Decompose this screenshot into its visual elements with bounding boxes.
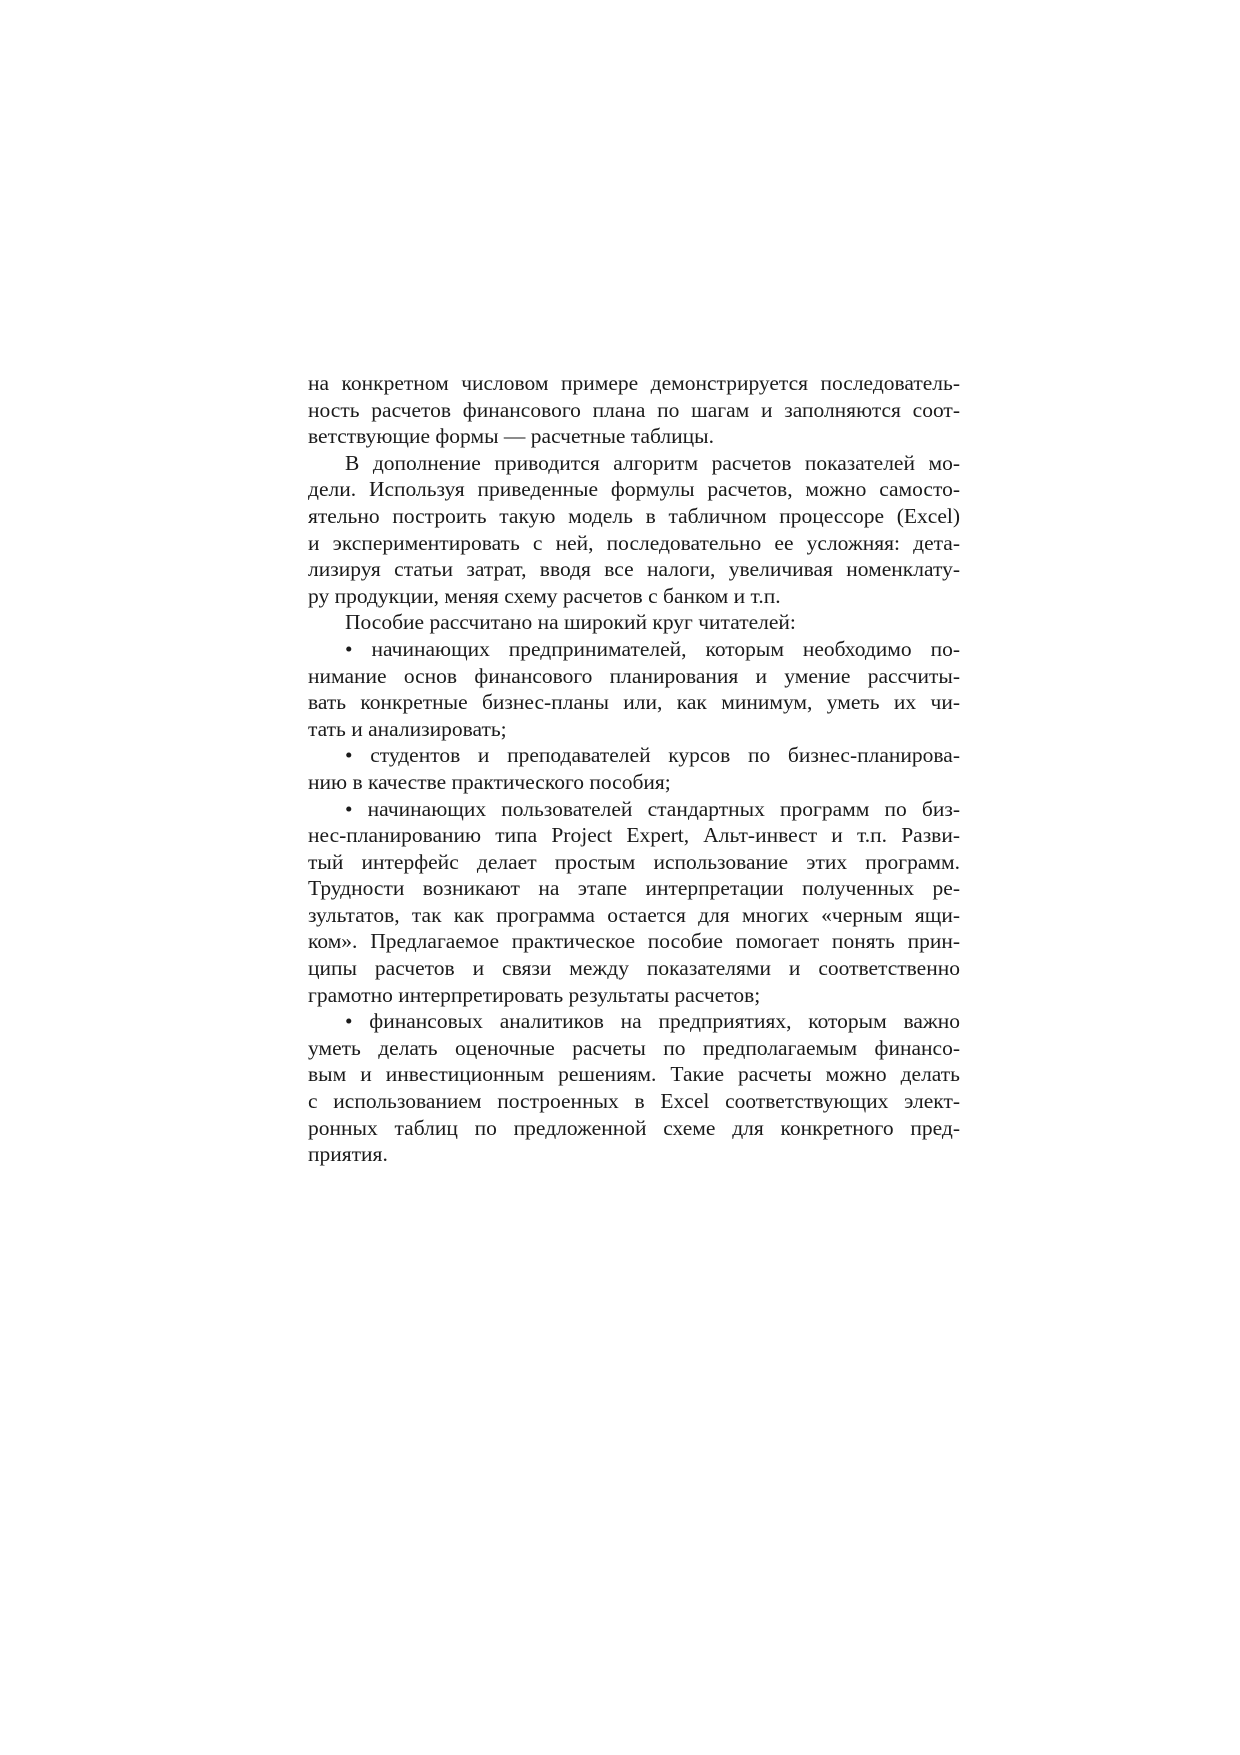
paragraph bbox=[308, 450, 960, 610]
text-line: на конкретном числовом примере демонстрируется последователь- bbox=[308, 371, 960, 395]
text-line: приятия. bbox=[308, 1142, 388, 1167]
text-line: ципы расчетов и связи между показателями и соответственно bbox=[308, 956, 960, 981]
text-line: грамотно интерпретировать результаты расчетов; bbox=[308, 982, 761, 1007]
paragraph bbox=[308, 796, 960, 1009]
paragraph bbox=[308, 1008, 960, 1168]
text-line: нию в качестве практического пособия; bbox=[308, 769, 671, 794]
text-line: дели. Используя приведенные формулы расчетов, можно самосто- bbox=[308, 477, 960, 502]
text-line: тый интерфейс делает простым использование этих программ. bbox=[308, 849, 960, 874]
paragraph bbox=[308, 742, 960, 795]
text-line: лизируя статьи затрат, вводя все налоги, увеличивая номенклату- bbox=[308, 557, 960, 582]
text-line: тать и анализировать; bbox=[308, 716, 507, 741]
text-line: • начинающих пользователей стандартных программ по биз- bbox=[345, 796, 960, 821]
text-line: вать конкретные бизнес-планы или, как минимум, уметь их чи- bbox=[308, 690, 960, 715]
text-line: и экспериментировать с ней, последовательно ее усложняя: дета- bbox=[308, 530, 960, 555]
body-text bbox=[308, 370, 960, 1168]
text-line: • студентов и преподавателей курсов по бизнес-планирова- bbox=[345, 743, 960, 768]
text-line: нимание основ финансового планирования и умение рассчиты- bbox=[308, 663, 960, 688]
text-line: ком». Предлагаемое практическое пособие помогает понять прин- bbox=[308, 929, 960, 954]
text-line: ветствующие формы — расчетные таблицы. bbox=[308, 424, 714, 449]
text-line: ятельно построить такую модель в табличном процессоре (Excel) bbox=[308, 503, 960, 528]
text-line: уметь делать оценочные расчеты по предполагаемым финансо- bbox=[308, 1035, 960, 1060]
text-line: нес-планированию типа Project Expert, Альт-инвест и т.п. Разви- bbox=[308, 823, 960, 848]
text-line: Трудности возникают на этапе интерпретации полученных ре- bbox=[308, 876, 960, 901]
paragraph bbox=[308, 370, 960, 450]
paragraph bbox=[308, 609, 960, 636]
text-line: Пособие рассчитано на широкий круг читателей: bbox=[345, 610, 796, 635]
text-line: с использованием построенных в Excel соответствующих элект- bbox=[308, 1089, 960, 1114]
text-line: • финансовых аналитиков на предприятиях, которым важно bbox=[345, 1009, 960, 1034]
paragraph bbox=[308, 636, 960, 742]
text-line: ность расчетов финансового плана по шагам и заполняются соот- bbox=[308, 397, 960, 422]
text-line: • начинающих предпринимателей, которым необходимо по- bbox=[345, 636, 960, 661]
text-line: вым и инвестиционным решениям. Такие расчеты можно делать bbox=[308, 1062, 960, 1087]
text-line: ру продукции, меняя схему расчетов с банком и т.п. bbox=[308, 583, 781, 608]
text-line: В дополнение приводится алгоритм расчетов показателей мо- bbox=[345, 450, 960, 475]
text-line: зультатов, так как программа остается для многих «черным ящи- bbox=[308, 902, 960, 927]
text-line: ронных таблиц по предложенной схеме для конкретного пред- bbox=[308, 1115, 960, 1140]
